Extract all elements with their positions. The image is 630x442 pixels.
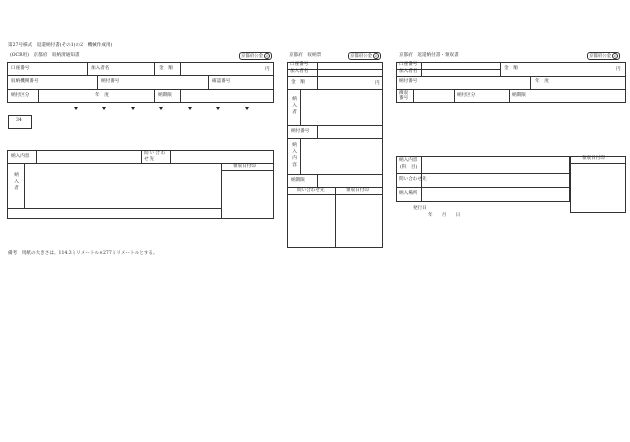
form3-account-number-label: 口座番号 <box>399 62 418 67</box>
triangle-marker-icon <box>216 107 220 110</box>
amount-label: 金 額 <box>159 66 173 71</box>
account-number-label: 口座番号 <box>11 66 30 71</box>
form1-top-table <box>7 62 274 103</box>
triangle-marker-icon <box>74 107 78 110</box>
seal-circle-icon: の <box>374 54 378 58</box>
form3-payer-address-label: 納入場所 <box>399 191 418 196</box>
payer-label: 納入者 <box>13 172 19 192</box>
code-value: 34 <box>16 118 22 123</box>
form1-subtitle: (OCR用) 京都府 収納済通知書 <box>10 53 80 58</box>
form2-subscriber-label: 加入者名 <box>290 69 309 74</box>
form1-seal: 京都府公金 の <box>239 52 272 60</box>
payment-details-label: 納入内容 <box>11 154 30 159</box>
form3-details-sub-label: (科 目) <box>400 165 418 170</box>
form2-inquiry-label: 問い合わせ先 <box>297 188 325 193</box>
form2-amount-label: 金 額 <box>291 80 305 85</box>
inquiry-label: 問い合わせ先 <box>144 151 167 162</box>
payment-category-label: 納付区分 <box>11 93 30 98</box>
form3-receipt-stamp-label: 領収日付印 <box>582 156 605 161</box>
triangle-marker-icon <box>245 107 249 110</box>
payment-number-label: 納付番号 <box>101 79 120 84</box>
due-date-label: 納期限 <box>158 93 172 98</box>
form2-title: 京都府 収納票 <box>289 53 322 58</box>
form3-issue-date-value: 年 月 日 <box>428 213 461 218</box>
form3-amount-label: 金 額 <box>504 66 518 71</box>
subscriber-label: 加入者名 <box>91 66 110 71</box>
form3-payment-category-label: 納付区分 <box>457 93 476 98</box>
seal-circle-icon: の <box>613 54 617 58</box>
yen-label: 円 <box>265 67 270 72</box>
seal-circle-icon: の <box>265 54 269 58</box>
form2-yen-label: 円 <box>375 81 380 86</box>
receipt-stamp-label: 領収日付印 <box>233 164 256 169</box>
form3-year-label: 年 度 <box>535 79 549 84</box>
form2-seal: 京都府公金 の <box>348 52 381 60</box>
form3-receipt-stamp-box <box>570 156 626 213</box>
form3-due-date-label: 納期限 <box>512 93 526 98</box>
form3-inquiry-label: 問い合わせ先 <box>399 177 427 182</box>
institution-number-label: 収納機関番号 <box>11 79 39 84</box>
form2-payment-number-label: 納付番号 <box>291 129 310 134</box>
form2-payment-details-label: 納入内容 <box>291 142 297 169</box>
triangle-marker-icon <box>188 107 192 110</box>
triangle-marker-icon <box>102 107 106 110</box>
form3-seal: 京都府公金 の <box>587 52 620 60</box>
year-label: 年 度 <box>95 93 109 98</box>
confirmation-number-label: 確認番号 <box>212 79 231 84</box>
form3-collection-number-label: 徴収番号 <box>399 91 409 101</box>
form3-title: 京都府 返還納付書・領収書 <box>399 53 459 58</box>
form3-issue-date-label: 発行日 <box>413 206 427 211</box>
footer-note: 備考 用紙の大きさは、114.3ミリメートル×277ミリメートルとする。 <box>8 251 158 256</box>
form2-payer-label: 納入者 <box>291 96 297 116</box>
form3-details-label: 納入内容 <box>399 158 418 163</box>
form3-yen-label: 円 <box>616 67 621 72</box>
form3-subscriber-label: 加入者名 <box>399 69 418 74</box>
form2-account-number-label: 口座番号 <box>290 62 309 67</box>
triangle-marker-icon <box>159 107 163 110</box>
triangle-marker-icon <box>131 107 135 110</box>
form2-receipt-stamp-label: 領収日付印 <box>346 188 369 193</box>
form3-payment-number-label: 納付番号 <box>399 79 418 84</box>
form2-due-date-label: 納期限 <box>291 178 305 183</box>
form-title: 第27号様式 返還納付書(その1)の2 機械作成用) <box>8 43 113 48</box>
